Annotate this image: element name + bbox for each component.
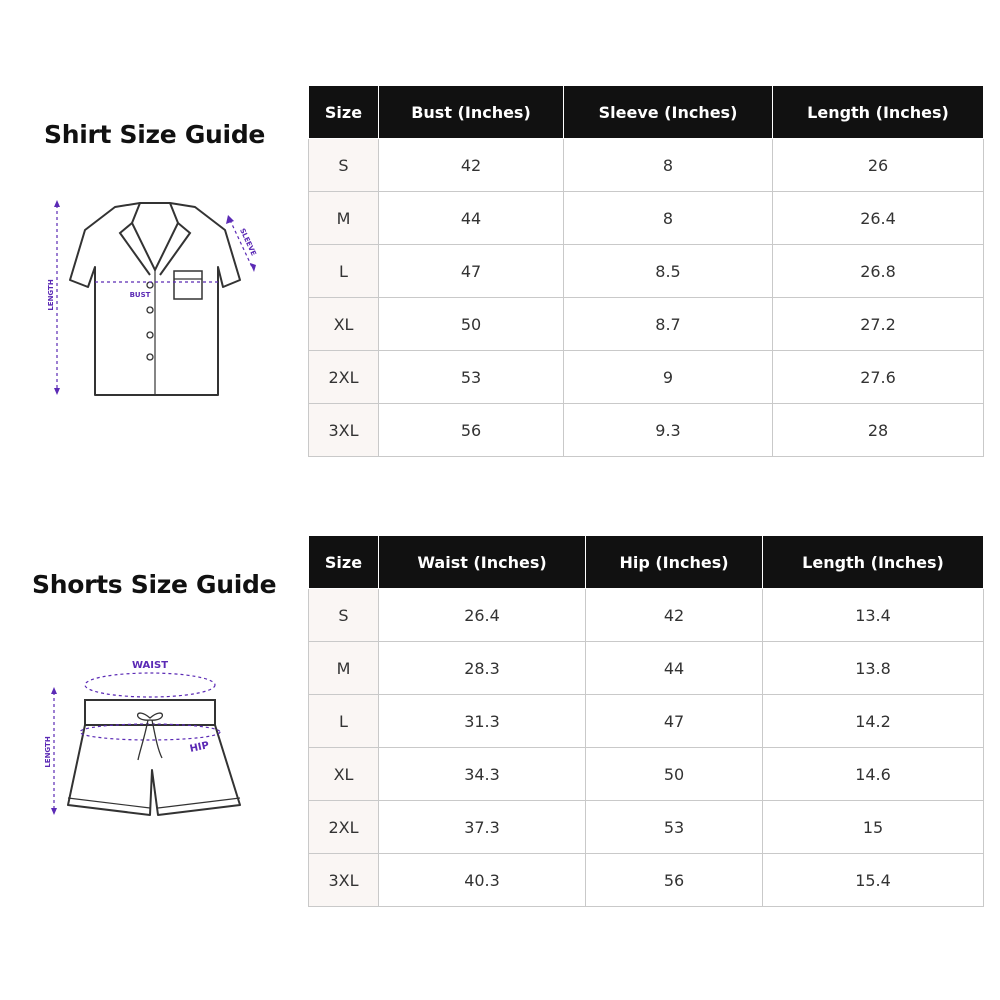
column-header: Size (309, 86, 379, 139)
table-row (309, 351, 984, 404)
hip-label: HIP (188, 740, 211, 755)
shorts-illustration (40, 650, 260, 840)
table-cell: 8.7 (564, 298, 773, 351)
table-cell: 9.3 (564, 404, 773, 457)
size-cell: 2XL (309, 801, 379, 854)
column-header: Length (Inches) (763, 536, 984, 589)
size-cell: L (309, 245, 379, 298)
table-row (309, 298, 984, 351)
table-header-row (309, 536, 984, 589)
table-row (309, 589, 984, 642)
column-header: Waist (Inches) (379, 536, 586, 589)
size-cell: L (309, 695, 379, 748)
table-cell: 31.3 (379, 695, 586, 748)
table-row (309, 245, 984, 298)
table-row (309, 192, 984, 245)
column-header: Size (309, 536, 379, 589)
table-row (309, 748, 984, 801)
table-cell: 50 (586, 748, 763, 801)
table-row (309, 139, 984, 192)
table-cell: 42 (379, 139, 564, 192)
table-cell: 56 (586, 854, 763, 907)
table-cell: 50 (379, 298, 564, 351)
size-cell: 2XL (309, 351, 379, 404)
table-cell: 14.2 (763, 695, 984, 748)
table-row (309, 404, 984, 457)
column-header: Sleeve (Inches) (564, 86, 773, 139)
table-row (309, 642, 984, 695)
shorts-size-table (308, 535, 984, 907)
table-cell: 44 (586, 642, 763, 695)
size-cell: 3XL (309, 404, 379, 457)
table-cell: 15.4 (763, 854, 984, 907)
shirt-size-table (308, 85, 984, 457)
table-cell: 47 (379, 245, 564, 298)
table-row (309, 801, 984, 854)
table-cell: 44 (379, 192, 564, 245)
table-cell: 8 (564, 192, 773, 245)
table-cell: 28 (773, 404, 984, 457)
table-cell: 8 (564, 139, 773, 192)
table-cell: 26.4 (773, 192, 984, 245)
table-cell: 53 (586, 801, 763, 854)
waist-label: WAIST (131, 660, 169, 671)
size-cell: 3XL (309, 854, 379, 907)
table-cell: 34.3 (379, 748, 586, 801)
column-header: Length (Inches) (773, 86, 984, 139)
shirt-illustration (40, 195, 260, 405)
column-header: Hip (Inches) (586, 536, 763, 589)
table-cell: 27.2 (773, 298, 984, 351)
table-cell: 42 (586, 589, 763, 642)
length-label: LENGTH (44, 736, 52, 768)
table-header-row (309, 86, 984, 139)
length-label: LENGTH (47, 279, 55, 311)
size-cell: M (309, 192, 379, 245)
table-cell: 9 (564, 351, 773, 404)
table-cell: 27.6 (773, 351, 984, 404)
table-cell: 37.3 (379, 801, 586, 854)
size-cell: XL (309, 748, 379, 801)
table-cell: 13.8 (763, 642, 984, 695)
size-cell: XL (309, 298, 379, 351)
size-cell: S (309, 589, 379, 642)
table-cell: 47 (586, 695, 763, 748)
table-cell: 40.3 (379, 854, 586, 907)
sleeve-label: SLEEVE (238, 227, 258, 258)
column-header: Bust (Inches) (379, 86, 564, 139)
table-cell: 8.5 (564, 245, 773, 298)
table-cell: 28.3 (379, 642, 586, 695)
table-row (309, 854, 984, 907)
table-cell: 13.4 (763, 589, 984, 642)
table-cell: 15 (763, 801, 984, 854)
shirt-size-guide-title: Shirt Size Guide (44, 120, 266, 149)
table-cell: 26.4 (379, 589, 586, 642)
table-cell: 26 (773, 139, 984, 192)
table-cell: 26.8 (773, 245, 984, 298)
size-cell: S (309, 139, 379, 192)
table-cell: 53 (379, 351, 564, 404)
bust-label: BUST (129, 291, 151, 299)
table-row (309, 695, 984, 748)
size-cell: M (309, 642, 379, 695)
shorts-size-guide-title: Shorts Size Guide (32, 570, 277, 599)
table-cell: 56 (379, 404, 564, 457)
table-cell: 14.6 (763, 748, 984, 801)
